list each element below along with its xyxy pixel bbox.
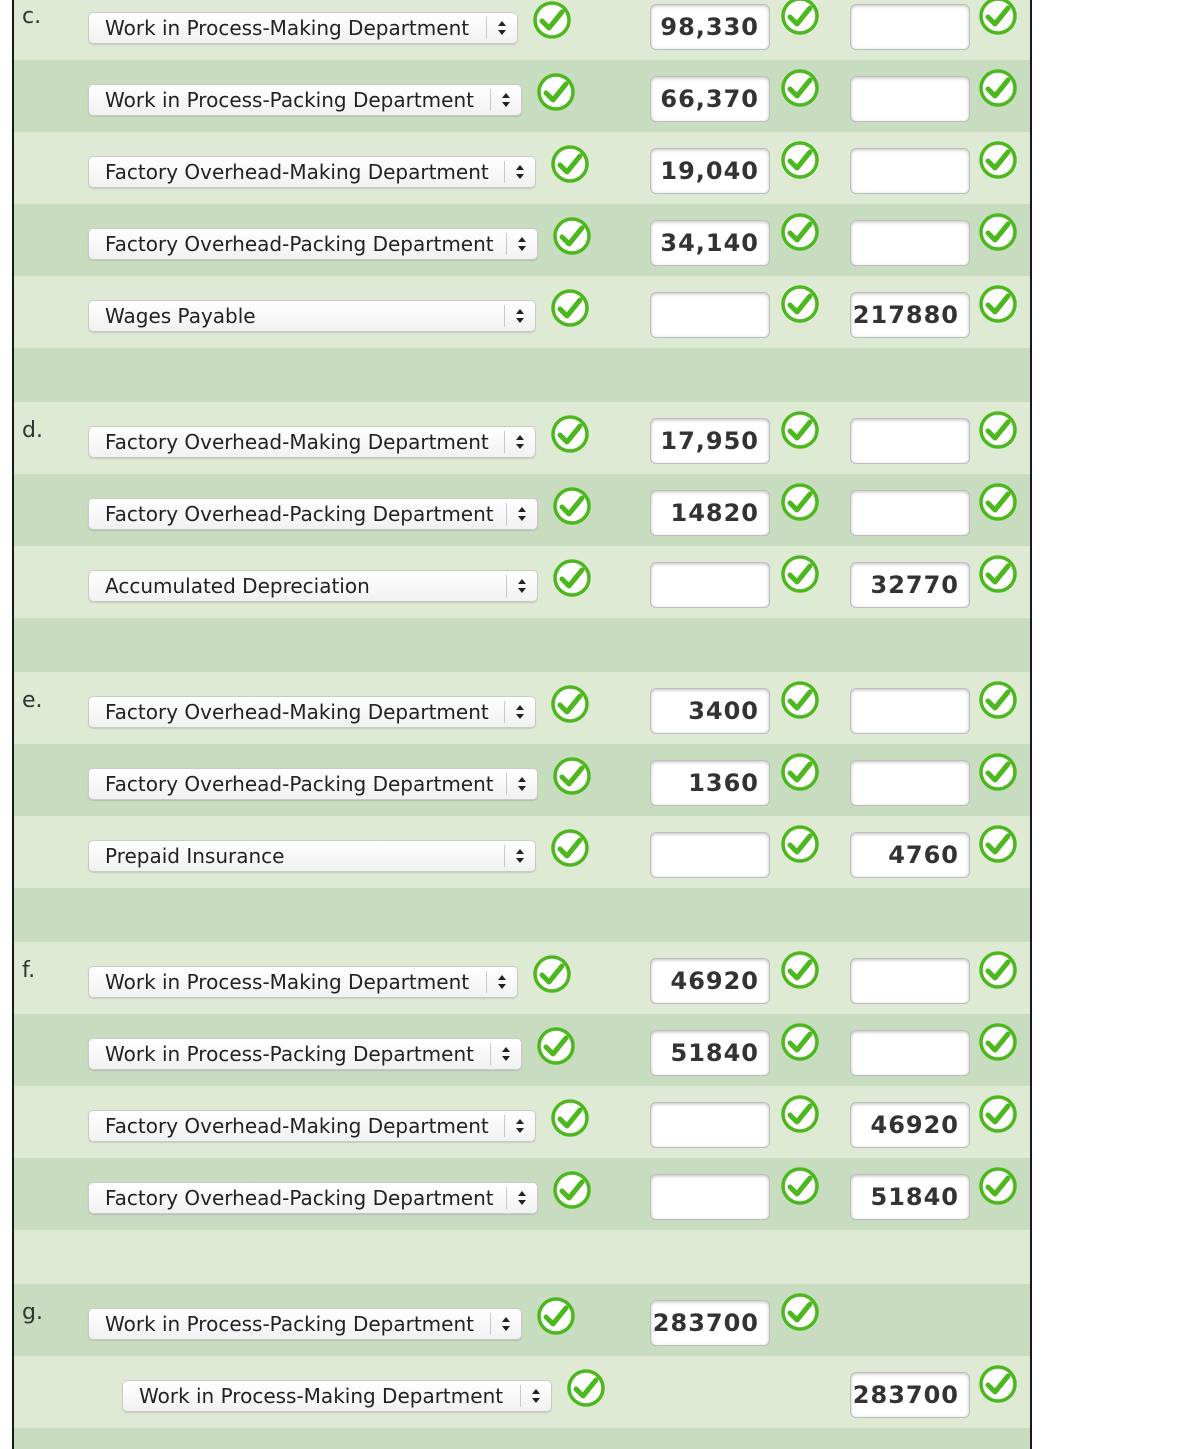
updown-arrows-icon [490,1313,521,1335]
credit-input[interactable] [850,688,970,734]
journal-line [14,1356,1030,1428]
account-select[interactable] [88,696,536,728]
credit-check-icon [978,1364,1018,1404]
debit-input[interactable]: 17,950 [650,418,770,464]
credit-input[interactable]: 4760 [850,832,970,878]
account-select[interactable] [88,1110,536,1142]
debit-check-icon [780,68,820,108]
debit-input[interactable]: 34,140 [650,220,770,266]
credit-check-icon [978,0,1018,36]
debit-check-icon [780,554,820,594]
account-check-icon [550,684,590,724]
account-select-value: Work in Process-Making Department [105,970,470,994]
journal-line [14,60,1030,132]
entry-letter: c. [22,4,42,29]
spacer-band [14,1428,1030,1449]
updown-arrows-icon [504,701,535,723]
account-select[interactable] [88,228,538,260]
credit-input[interactable] [850,4,970,50]
journal-entry-table [12,0,1032,1449]
account-check-icon [552,756,592,796]
credit-input[interactable]: 217880 [850,292,970,338]
credit-check-icon [978,1166,1018,1206]
account-select[interactable] [88,840,536,872]
account-check-icon [552,1170,592,1210]
debit-input[interactable] [650,1102,770,1148]
account-select-value: Work in Process-Packing Department [105,88,474,112]
credit-input[interactable] [850,418,970,464]
updown-arrows-icon [490,1043,521,1065]
journal-line [14,276,1030,348]
account-select-value: Factory Overhead-Packing Department [105,232,494,256]
credit-input[interactable] [850,76,970,122]
credit-check-icon [978,752,1018,792]
debit-input[interactable]: 1360 [650,760,770,806]
account-select[interactable] [88,426,536,458]
debit-input[interactable] [650,832,770,878]
updown-arrows-icon [504,305,535,327]
journal-line [14,1086,1030,1158]
updown-arrows-icon [490,89,521,111]
credit-input[interactable] [850,760,970,806]
credit-check-icon [978,824,1018,864]
account-select-value: Factory Overhead-Packing Department [105,772,494,796]
account-select-value: Factory Overhead-Making Department [105,160,489,184]
credit-input[interactable] [850,1030,970,1076]
credit-check-icon [978,284,1018,324]
account-check-icon [552,558,592,598]
debit-check-icon [780,410,820,450]
account-check-icon [550,414,590,454]
journal-line [14,672,1030,744]
account-select[interactable] [122,1380,552,1412]
credit-input[interactable]: 32770 [850,562,970,608]
debit-check-icon [780,1166,820,1206]
credit-input[interactable]: 283700 [850,1372,970,1418]
updown-arrows-icon [506,575,537,597]
debit-input[interactable]: 98,330 [650,4,770,50]
spacer-band [14,618,1030,672]
account-select[interactable] [88,1038,522,1070]
journal-line [14,132,1030,204]
spacer-band [14,1230,1030,1284]
account-select-value: Work in Process-Making Department [105,16,470,40]
credit-check-icon [978,1094,1018,1134]
updown-arrows-icon [504,431,535,453]
account-check-icon [550,144,590,184]
credit-check-icon [978,482,1018,522]
updown-arrows-icon [506,503,537,525]
journal-line [14,942,1030,1014]
account-select-value: Factory Overhead-Making Department [105,1114,489,1138]
journal-line [14,1014,1030,1086]
account-check-icon [566,1368,606,1408]
account-check-icon [552,486,592,526]
spacer-band [14,888,1030,942]
debit-input[interactable] [650,1174,770,1220]
journal-line [14,1158,1030,1230]
credit-check-icon [978,680,1018,720]
account-select[interactable] [88,12,518,44]
credit-input[interactable]: 51840 [850,1174,970,1220]
spacer-band [14,348,1030,402]
debit-check-icon [780,212,820,252]
credit-input[interactable]: 46920 [850,1102,970,1148]
credit-check-icon [978,950,1018,990]
credit-check-icon [978,212,1018,252]
journal-line [14,1284,1030,1356]
entry-letter: e. [22,688,43,713]
entry-letter: d. [22,418,43,443]
account-select[interactable] [88,498,538,530]
account-check-icon [550,1098,590,1138]
account-select-value: Factory Overhead-Packing Department [105,1186,494,1210]
debit-check-icon [780,1094,820,1134]
entry-letter: g. [22,1300,43,1325]
account-select-value: Accumulated Depreciation [105,574,370,598]
updown-arrows-icon [504,1115,535,1137]
account-select-value: Prepaid Insurance [105,844,285,868]
credit-check-icon [978,410,1018,450]
credit-input[interactable] [850,490,970,536]
account-select[interactable] [88,84,522,116]
journal-line [14,402,1030,474]
credit-check-icon [978,68,1018,108]
account-select-value: Factory Overhead-Packing Department [105,502,494,526]
account-select-value: Work in Process-Making Department [139,1384,504,1408]
account-check-icon [550,828,590,868]
credit-input[interactable] [850,220,970,266]
account-check-icon [532,954,572,994]
updown-arrows-icon [520,1385,551,1407]
journal-line [14,204,1030,276]
debit-input[interactable]: 66,370 [650,76,770,122]
account-select-value: Wages Payable [105,304,256,328]
account-check-icon [552,216,592,256]
credit-input[interactable] [850,958,970,1004]
account-select[interactable] [88,966,518,998]
account-select[interactable] [88,1182,538,1214]
account-select-value: Factory Overhead-Making Department [105,700,489,724]
debit-check-icon [780,950,820,990]
debit-input[interactable]: 19,040 [650,148,770,194]
journal-line [14,816,1030,888]
account-select[interactable] [88,300,536,332]
debit-input[interactable]: 3400 [650,688,770,734]
account-select[interactable] [88,1308,522,1340]
journal-line [14,474,1030,546]
account-select-value: Work in Process-Packing Department [105,1312,474,1336]
entry-letter: f. [22,958,36,983]
account-check-icon [536,72,576,112]
updown-arrows-icon [504,161,535,183]
account-select[interactable] [88,768,538,800]
debit-input[interactable]: 51840 [650,1030,770,1076]
debit-input[interactable] [650,292,770,338]
account-check-icon [536,1026,576,1066]
debit-input[interactable] [650,562,770,608]
debit-check-icon [780,680,820,720]
debit-input[interactable]: 283700 [650,1300,770,1346]
debit-check-icon [780,284,820,324]
account-select[interactable] [88,156,536,188]
account-select-value: Factory Overhead-Making Department [105,430,489,454]
account-check-icon [532,0,572,40]
journal-line [14,546,1030,618]
updown-arrows-icon [506,773,537,795]
credit-check-icon [978,1022,1018,1062]
updown-arrows-icon [486,17,517,39]
account-check-icon [550,288,590,328]
credit-check-icon [978,140,1018,180]
debit-input[interactable]: 46920 [650,958,770,1004]
credit-check-icon [978,554,1018,594]
updown-arrows-icon [486,971,517,993]
account-select-value: Work in Process-Packing Department [105,1042,474,1066]
debit-check-icon [780,1022,820,1062]
debit-check-icon [780,140,820,180]
updown-arrows-icon [506,1187,537,1209]
credit-input[interactable] [850,148,970,194]
updown-arrows-icon [506,233,537,255]
account-select[interactable] [88,570,538,602]
debit-input[interactable]: 14820 [650,490,770,536]
debit-check-icon [780,0,820,36]
debit-check-icon [780,482,820,522]
journal-line [14,0,1030,60]
journal-line [14,744,1030,816]
debit-check-icon [780,824,820,864]
debit-check-icon [780,752,820,792]
updown-arrows-icon [504,845,535,867]
account-check-icon [536,1296,576,1336]
debit-check-icon [780,1292,820,1332]
